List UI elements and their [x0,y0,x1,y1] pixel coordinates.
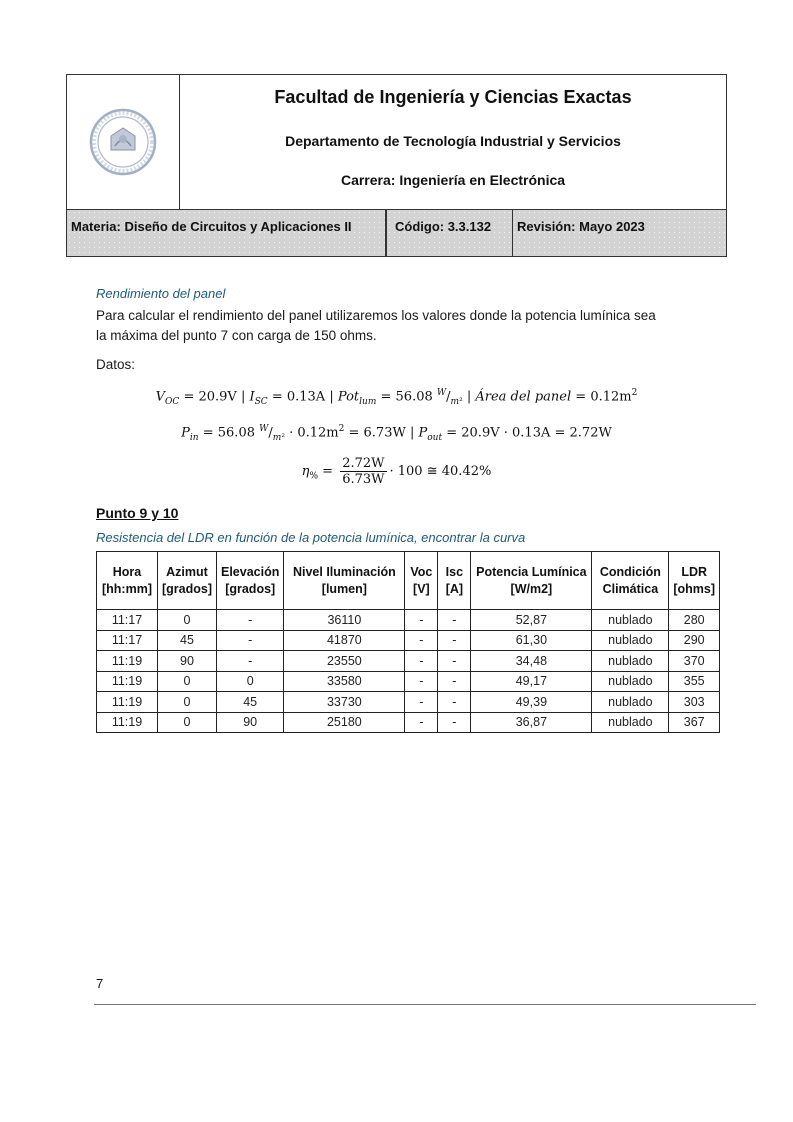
cell-hora: 11:17 [97,610,158,631]
ldr-data-table [96,551,720,733]
cell-elevacion: - [217,610,284,631]
cell-nivel: 33730 [284,692,405,713]
efficiency-result: 40.42% [441,464,492,479]
cell-condicion: nublado [592,610,669,631]
col-header-voc [405,552,438,610]
cell-voc: - [405,712,438,733]
efficiency-factor: 100 [397,464,423,479]
cell-condicion: nublado [592,712,669,733]
pout-isc: 0.13A [512,425,551,441]
col-header-line: Elevación [221,564,280,579]
cell-potencia: 61,30 [471,630,592,651]
cell-isc: - [438,610,471,631]
footer-divider [94,1004,756,1005]
header-top-row [67,75,726,210]
table-row [97,712,720,733]
area-value: 0.12m [590,389,632,405]
cell-nivel: 23550 [284,651,405,672]
cell-condicion: nublado [592,651,669,672]
cell-isc: - [438,671,471,692]
cell-ldr: 370 [669,651,720,672]
cell-isc: - [438,692,471,713]
cell-condicion: nublado [592,630,669,651]
cell-hora: 11:19 [97,651,158,672]
col-header-unit: [hh:mm] [102,581,152,596]
page-number: 7 [96,976,104,991]
pin-potlum: 56.08 [217,425,255,441]
equation-power-line: $P_{in} = 56.08$ $^W/_{m^2} \cdot 0.12m^2 = 6.73W$ | $P_{out} = 20.9V \cdot 0.13A = 2.72W$ [181,424,612,443]
efficiency-numerator: 2.72W [342,456,385,471]
cell-voc: - [405,671,438,692]
university-seal-logo [87,106,159,178]
pout-result: 2.72W [569,425,612,441]
cell-nivel: 33580 [284,671,405,692]
section-subtitle-rendimiento: Rendimiento del panel [96,286,226,301]
cell-voc: - [405,610,438,631]
col-header-unit: [ohms] [673,581,716,596]
cell-isc: - [438,651,471,672]
voc-value: 20.9V [198,389,237,405]
table-row [97,671,720,692]
header-info-row [67,210,726,256]
col-header-elevacion [217,552,284,610]
cell-voc: - [405,630,438,651]
cell-hora: 11:19 [97,671,158,692]
datos-label: Datos: [96,357,136,372]
table-row [97,630,720,651]
col-header-azimut [158,552,217,610]
equation-efficiency: $\eta_{\%}$ = $\frac{2.72W}{6.73W}$ · 100 ≅ 40.42% [301,456,492,487]
career-title: Carrera: Ingeniería en Electrónica [340,172,566,188]
col-header-unit: [W/m2] [510,581,553,596]
cell-isc: - [438,630,471,651]
cell-potencia: 49,39 [471,692,592,713]
cell-ldr: 355 [669,671,720,692]
cell-potencia: 34,48 [471,651,592,672]
cell-azimut: 0 [158,610,217,631]
col-header-nivel [284,552,405,610]
document-header [66,74,727,257]
cell-azimut: 0 [158,712,217,733]
pin-result: 6.73W [363,425,406,441]
col-header-line: Azimut [166,564,208,579]
cell-hora: 11:19 [97,712,158,733]
cell-elevacion: 0 [217,671,284,692]
col-header-unit: Climática [602,581,659,596]
cell-condicion: nublado [592,692,669,713]
col-header-line: LDR [681,564,708,579]
paragraph-line-2: la máxima del punto 7 con carga de 150 ohms. [96,328,377,343]
cell-hora: 11:17 [97,630,158,651]
pout-voc: 20.9V [461,425,500,441]
efficiency-denominator: 6.73W [342,472,385,487]
cell-isc: - [438,712,471,733]
col-header-unit: [V] [413,581,430,596]
cell-ldr: 290 [669,630,720,651]
cell-azimut: 0 [158,671,217,692]
col-header-isc [438,552,471,610]
cell-nivel: 25180 [284,712,405,733]
col-header-line: Condición [599,564,661,579]
title-cell [180,75,726,209]
table-header-row [97,552,720,610]
equation-data-line: $V_{OC} = 20.9V$ | $I_{SC} = 0.13A$ | Pot$_{lum}$ = 56.08 $^W/_{m^2}$ | Área del panel = $0.12m^2$ [155,388,638,407]
cell-azimut: 45 [158,630,217,651]
col-header-ldr [669,552,720,610]
col-header-line: Isc [445,564,464,579]
table-row [97,692,720,713]
area-label: Área del panel [475,389,572,405]
table-row [97,651,720,672]
table-row [97,610,720,631]
isc-value: 0.13A [286,389,326,405]
col-header-hora [97,552,158,610]
cell-elevacion: - [217,630,284,651]
section-heading-punto: Punto 9 y 10 [96,505,179,521]
code-label: Código: 3.3.132 [387,210,513,256]
cell-nivel: 36110 [284,610,405,631]
col-header-line: Voc [410,564,433,579]
col-header-potencia [471,552,592,610]
department-title: Departamento de Tecnología Industrial y Servicios [285,133,621,149]
cell-ldr: 280 [669,610,720,631]
cell-elevacion: - [217,651,284,672]
col-header-unit: [grados] [225,581,276,596]
section-subtitle-ldr: Resistencia del LDR en función de la potencia lumínica, encontrar la curva [96,530,526,545]
col-header-condicion [592,552,669,610]
cell-ldr: 367 [669,712,720,733]
paragraph-line-1: Para calcular el rendimiento del panel utilizaremos los valores donde la potencia lumínica sea [96,308,656,323]
col-header-unit: [lumen] [321,581,367,596]
pin-area: 0.12m [297,425,339,441]
cell-hora: 11:19 [97,692,158,713]
col-header-unit: [A] [445,581,464,596]
col-header-unit: [grados] [162,581,212,596]
col-header-line: Nivel Iluminación [292,564,396,579]
revision-label: Revisión: Mayo 2023 [517,219,645,234]
cell-nivel: 41870 [284,630,405,651]
cell-elevacion: 45 [217,692,284,713]
logo-cell [67,75,180,209]
cell-azimut: 90 [158,651,217,672]
cell-elevacion: 90 [217,712,284,733]
faculty-title: Facultad de Ingeniería y Ciencias Exactas [274,87,632,107]
cell-ldr: 303 [669,692,720,713]
efficiency-fraction [340,456,386,487]
paragraph-rendimiento [96,306,706,346]
cell-voc: - [405,692,438,713]
subject-label: Materia: Diseño de Circuitos y Aplicaciones II [67,210,387,256]
cell-potencia: 49,17 [471,671,592,692]
potlum-value: 56.08 [395,389,433,405]
col-header-line: Hora [112,564,142,579]
cell-voc: - [405,651,438,672]
cell-azimut: 0 [158,692,217,713]
cell-potencia: 52,87 [471,610,592,631]
cell-condicion: nublado [592,671,669,692]
cell-potencia: 36,87 [471,712,592,733]
col-header-line: Potencia Lumínica [476,564,587,579]
